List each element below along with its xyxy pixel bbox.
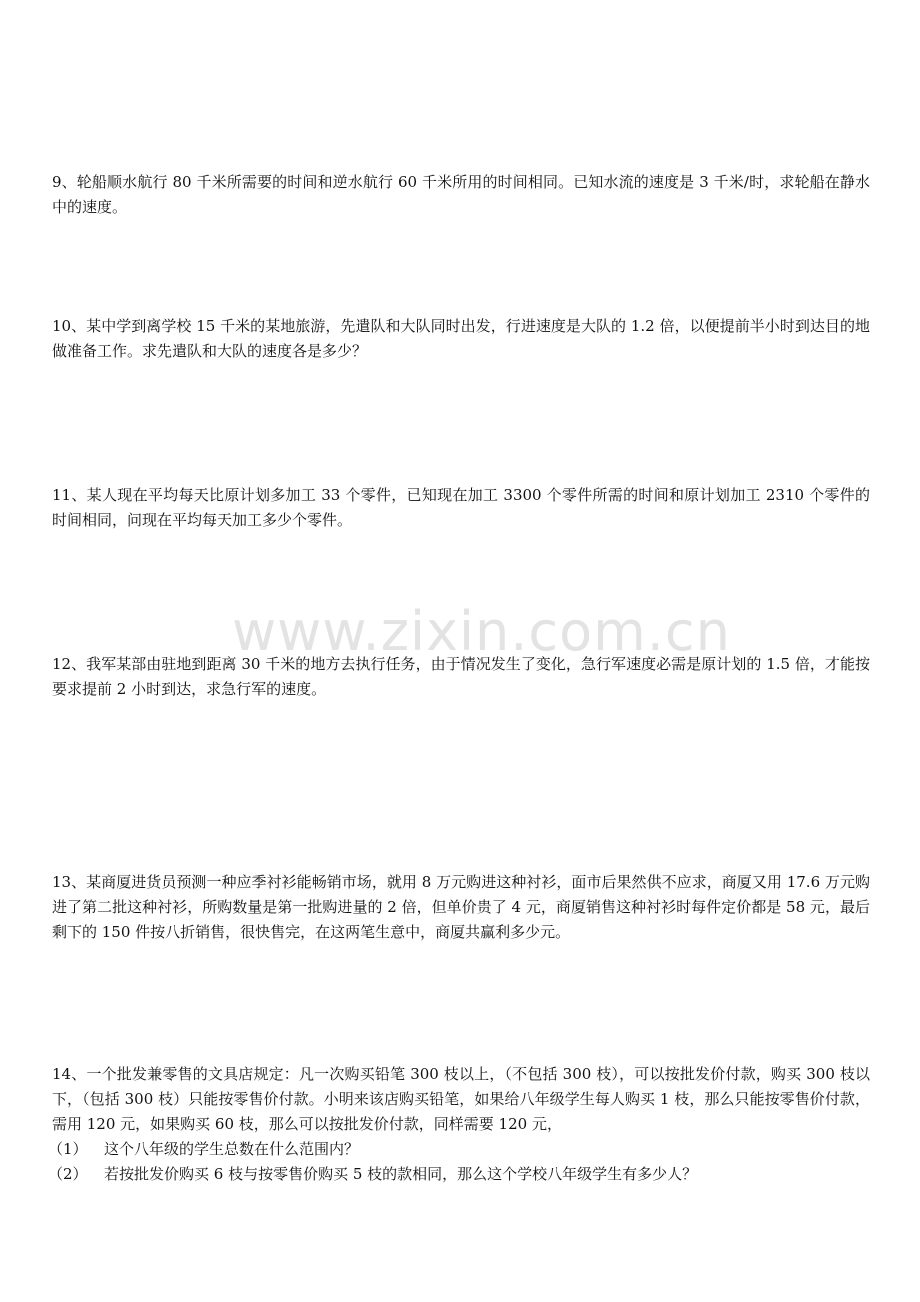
subquestion-text: 这个八年级的学生总数在什么范围内？: [104, 1140, 360, 1158]
problem-10-text: 10、某中学到离学校 15 千米的某地旅游，先遣队和大队同时出发，行进速度是大队的 1.2 倍，以便提前半小时到达目的地做准备工作。求先遣队和大队的速度各是多少？: [52, 317, 870, 360]
problem-13-text: 13、某商厦进货员预测一种应季衬衫能畅销市场，就用 8 万元购进这种衬衫，面市后果然供不应求，商厦又用 17.6 万元购进了第二批这种衬衫，所购数量是第一批购进量的 2 倍，但单价贵了 4 元，商厦销售这种衬衫时每件定价都是 58 元，最后剩下的 150 件按八折销售，很快售完，在这两笔生意中，商厦共赢利多少元。: [52, 873, 870, 941]
problem-11-text: 11、某人现在平均每天比原计划多加工 33 个零件，已知现在加工 3300 个零件所需的时间和原计划加工 2310 个零件的时间相同，问现在平均每天加工多少个零件。: [52, 486, 870, 529]
problem-13: [52, 870, 870, 945]
watermark: www.zixin.com.cn: [232, 600, 731, 663]
problem-14-text: 14、一个批发兼零售的文具店规定：凡一次购买铅笔 300 枝以上，（不包括 300 枝），可以按批发价付款，购买 300 枝以下，（包括 300 枝）只能按零售价付款。小明来该店购买铅笔，如果给八年级学生每人购买 1 枝，那么只能按零售价付款，需用 120 元，如果购买 60 枝，那么可以按批发价付款，同样需要 120 元，: [52, 1065, 870, 1133]
problem-12-text: 12、我军某部由驻地到距离 30 千米的地方去执行任务，由于情况发生了变化，急行军速度必需是原计划的 1.5 倍，才能按要求提前 2 小时到达，求急行军的速度。: [52, 655, 870, 698]
problem-14-subquestion-1: [48, 1137, 870, 1162]
problem-14-subquestion-2: [48, 1162, 870, 1187]
problem-9: [52, 170, 870, 220]
subquestion-number: （1）: [48, 1140, 88, 1158]
subquestion-text: 若按批发价购买 6 枝与按零售价购买 5 枝的款相同，那么这个学校八年级学生有多少人？: [104, 1165, 698, 1183]
problem-12: [52, 652, 870, 702]
problem-11: [52, 483, 870, 533]
problem-9-text: 9、轮船顺水航行 80 千米所需要的时间和逆水航行 60 千米所用的时间相同。已知水流的速度是 3 千米/时，求轮船在静水中的速度。: [52, 173, 870, 216]
subquestion-number: （2）: [48, 1165, 88, 1183]
problem-14: [48, 1062, 870, 1187]
problem-10: [52, 314, 870, 364]
